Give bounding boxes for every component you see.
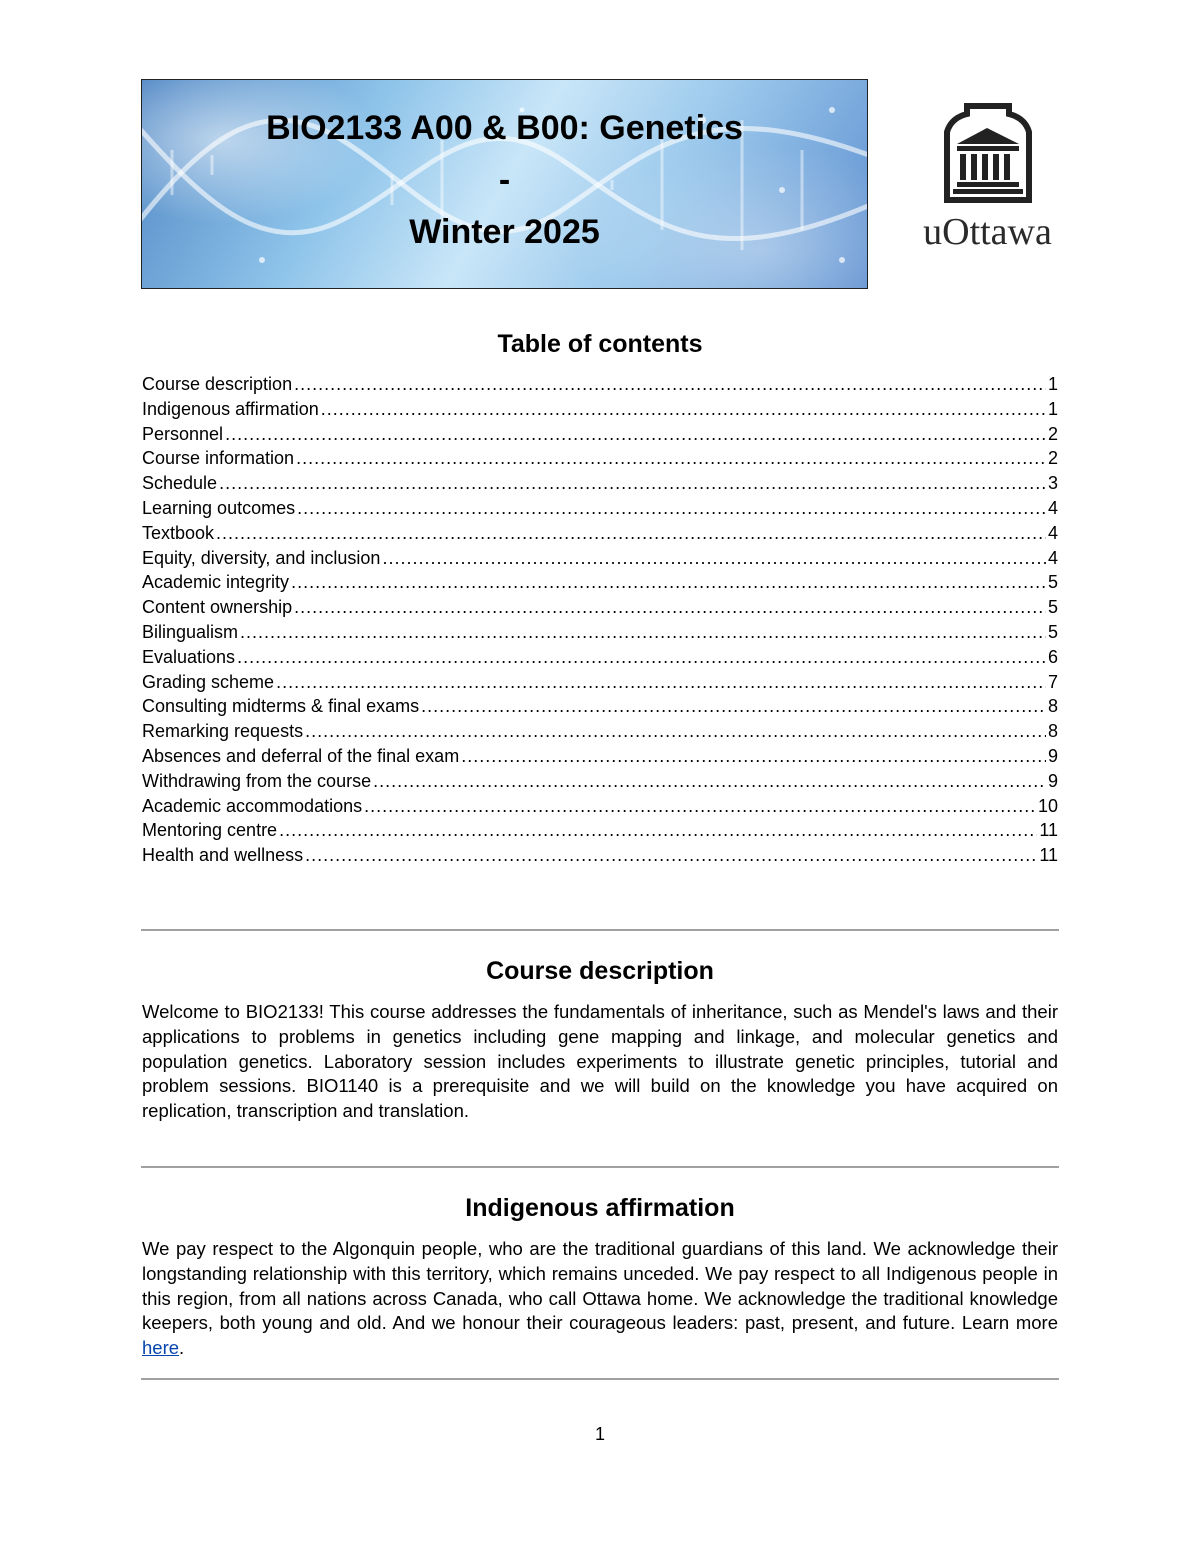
indigenous-affirmation-body: We pay respect to the Algonquin people, who are the traditional guardians of this land. We acknowledge their longstanding relationship with this territory, which remains unceded. We pay respect to all Indigenous people in this region, from all nations across Canada, who call Ottawa home. We acknowledge the traditional knowledge keepers, both young and old. And we honour their courageous leaders: past, present, and future. Learn more xyxy=(142,1238,1058,1334)
divider xyxy=(141,929,1059,931)
toc-entry-label: Indigenous affirmation xyxy=(142,398,319,419)
toc-entry-page: 4 xyxy=(1047,547,1058,568)
divider xyxy=(141,1166,1059,1168)
toc-entry-page: 2 xyxy=(1047,423,1058,444)
toc-leader-dots xyxy=(216,523,1046,544)
toc-entry-label: Absences and deferral of the final exam xyxy=(142,745,460,766)
toc-entry-page: 9 xyxy=(1047,770,1058,791)
course-description-text: Welcome to BIO2133! This course addresses the fundamentals of inheritance, such as Mendel's laws and their applications to problems in genetics including gene mapping and linkage, and molecular genetics and population genetics. Laboratory session includes experiments to illustrate genetic principles, tutorial and problem sessions. BIO1140 is a prerequisite and we will build on the knowledge you have acquired on replication, transcription and translation. xyxy=(142,1001,1058,1122)
learn-more-link[interactable]: here xyxy=(142,1337,180,1359)
toc-entry-page: 10 xyxy=(1037,795,1058,816)
toc-leader-dots xyxy=(461,746,1046,767)
toc-entry[interactable] xyxy=(142,845,1058,870)
toc-leader-dots xyxy=(382,548,1046,569)
toc-entry[interactable] xyxy=(142,548,1058,573)
course-description-heading: Course description xyxy=(486,957,714,985)
toc-entry-label: Content ownership xyxy=(142,597,293,618)
course-title-line1: BIO2133 A00 & B00: Genetics xyxy=(266,109,743,147)
toc-entry-page: 7 xyxy=(1047,671,1058,692)
toc-entry-page: 11 xyxy=(1039,820,1058,841)
toc-entry-label: Equity, diversity, and inclusion xyxy=(142,547,381,568)
toc-leader-dots xyxy=(373,771,1046,792)
title-banner xyxy=(141,79,868,289)
toc-entry-page: 11 xyxy=(1039,845,1058,866)
toc-leader-dots xyxy=(276,672,1046,693)
toc-entry-label: Mentoring centre xyxy=(142,820,278,841)
toc-entry-page: 5 xyxy=(1047,621,1058,642)
toc-leader-dots xyxy=(294,374,1046,395)
uottawa-logo xyxy=(905,100,1070,270)
toc-entry-page: 9 xyxy=(1047,745,1058,766)
toc-entry-label: Textbook xyxy=(142,522,215,543)
course-title xyxy=(142,102,867,258)
toc-entry-label: Remarking requests xyxy=(142,721,304,742)
toc-entry-label: Bilingualism xyxy=(142,621,239,642)
toc-entry[interactable] xyxy=(142,498,1058,523)
toc-entry[interactable] xyxy=(142,696,1058,721)
toc-entry-label: Health and wellness xyxy=(142,845,304,866)
toc-entry[interactable] xyxy=(142,647,1058,672)
toc-entry[interactable] xyxy=(142,424,1058,449)
toc-leader-dots xyxy=(237,647,1046,668)
toc-entry-label: Consulting midterms & final exams xyxy=(142,696,420,717)
indigenous-affirmation-text xyxy=(142,1237,1058,1361)
toc-entry-label: Schedule xyxy=(142,473,218,494)
toc-entry-label: Academic accommodations xyxy=(142,795,363,816)
table-of-contents xyxy=(142,374,1058,870)
toc-entry-label: Withdrawing from the course xyxy=(142,770,372,791)
toc-leader-dots xyxy=(364,796,1036,817)
toc-entry-page: 3 xyxy=(1047,473,1058,494)
toc-entry-label: Learning outcomes xyxy=(142,497,296,518)
toc-entry-label: Personnel xyxy=(142,423,224,444)
toc-entry-page: 1 xyxy=(1047,374,1058,394)
toc-entry[interactable] xyxy=(142,473,1058,498)
toc-entry-page: 8 xyxy=(1047,696,1058,717)
divider xyxy=(141,1378,1059,1380)
toc-entry-page: 4 xyxy=(1047,522,1058,543)
toc-leader-dots xyxy=(240,622,1046,643)
toc-leader-dots xyxy=(294,597,1046,618)
sentence-period: . xyxy=(179,1337,185,1359)
toc-entry[interactable] xyxy=(142,721,1058,746)
page-number: 1 xyxy=(594,1424,605,1444)
toc-leader-dots xyxy=(219,473,1046,494)
toc-entry-page: 1 xyxy=(1047,398,1058,419)
toc-entry[interactable] xyxy=(142,672,1058,697)
university-building-icon xyxy=(905,100,1070,205)
toc-entry-label: Course description xyxy=(142,374,293,394)
toc-entry-page: 6 xyxy=(1047,646,1058,667)
toc-entry-page: 8 xyxy=(1047,721,1058,742)
toc-entry[interactable] xyxy=(142,523,1058,548)
toc-entry[interactable] xyxy=(142,746,1058,771)
toc-leader-dots xyxy=(279,820,1037,841)
toc-title: Table of contents xyxy=(497,330,703,358)
indigenous-affirmation-heading: Indigenous affirmation xyxy=(465,1194,735,1222)
toc-entry[interactable] xyxy=(142,622,1058,647)
toc-leader-dots xyxy=(291,572,1046,593)
toc-entry[interactable] xyxy=(142,374,1058,399)
toc-leader-dots xyxy=(421,696,1046,717)
toc-leader-dots xyxy=(321,399,1046,420)
toc-entry[interactable] xyxy=(142,796,1058,821)
toc-leader-dots xyxy=(296,448,1046,469)
toc-entry-page: 4 xyxy=(1047,497,1058,518)
toc-entry-label: Course information xyxy=(142,448,295,469)
toc-entry[interactable] xyxy=(142,399,1058,424)
toc-entry[interactable] xyxy=(142,597,1058,622)
toc-entry-page: 5 xyxy=(1047,597,1058,618)
toc-entry-label: Grading scheme xyxy=(142,671,275,692)
toc-entry-label: Academic integrity xyxy=(142,572,290,593)
course-title-separator: - xyxy=(498,161,511,199)
toc-entry[interactable] xyxy=(142,820,1058,845)
toc-leader-dots xyxy=(305,721,1046,742)
toc-leader-dots xyxy=(225,424,1046,445)
toc-entry-label: Evaluations xyxy=(142,646,236,667)
course-term: Winter 2025 xyxy=(409,213,600,251)
toc-entry-page: 5 xyxy=(1047,572,1058,593)
toc-leader-dots xyxy=(305,845,1037,866)
uottawa-wordmark: uOttawa xyxy=(923,211,1052,253)
toc-entry[interactable] xyxy=(142,448,1058,473)
toc-entry[interactable] xyxy=(142,771,1058,796)
toc-entry-page: 2 xyxy=(1047,448,1058,469)
toc-leader-dots xyxy=(297,498,1046,519)
toc-entry[interactable] xyxy=(142,572,1058,597)
